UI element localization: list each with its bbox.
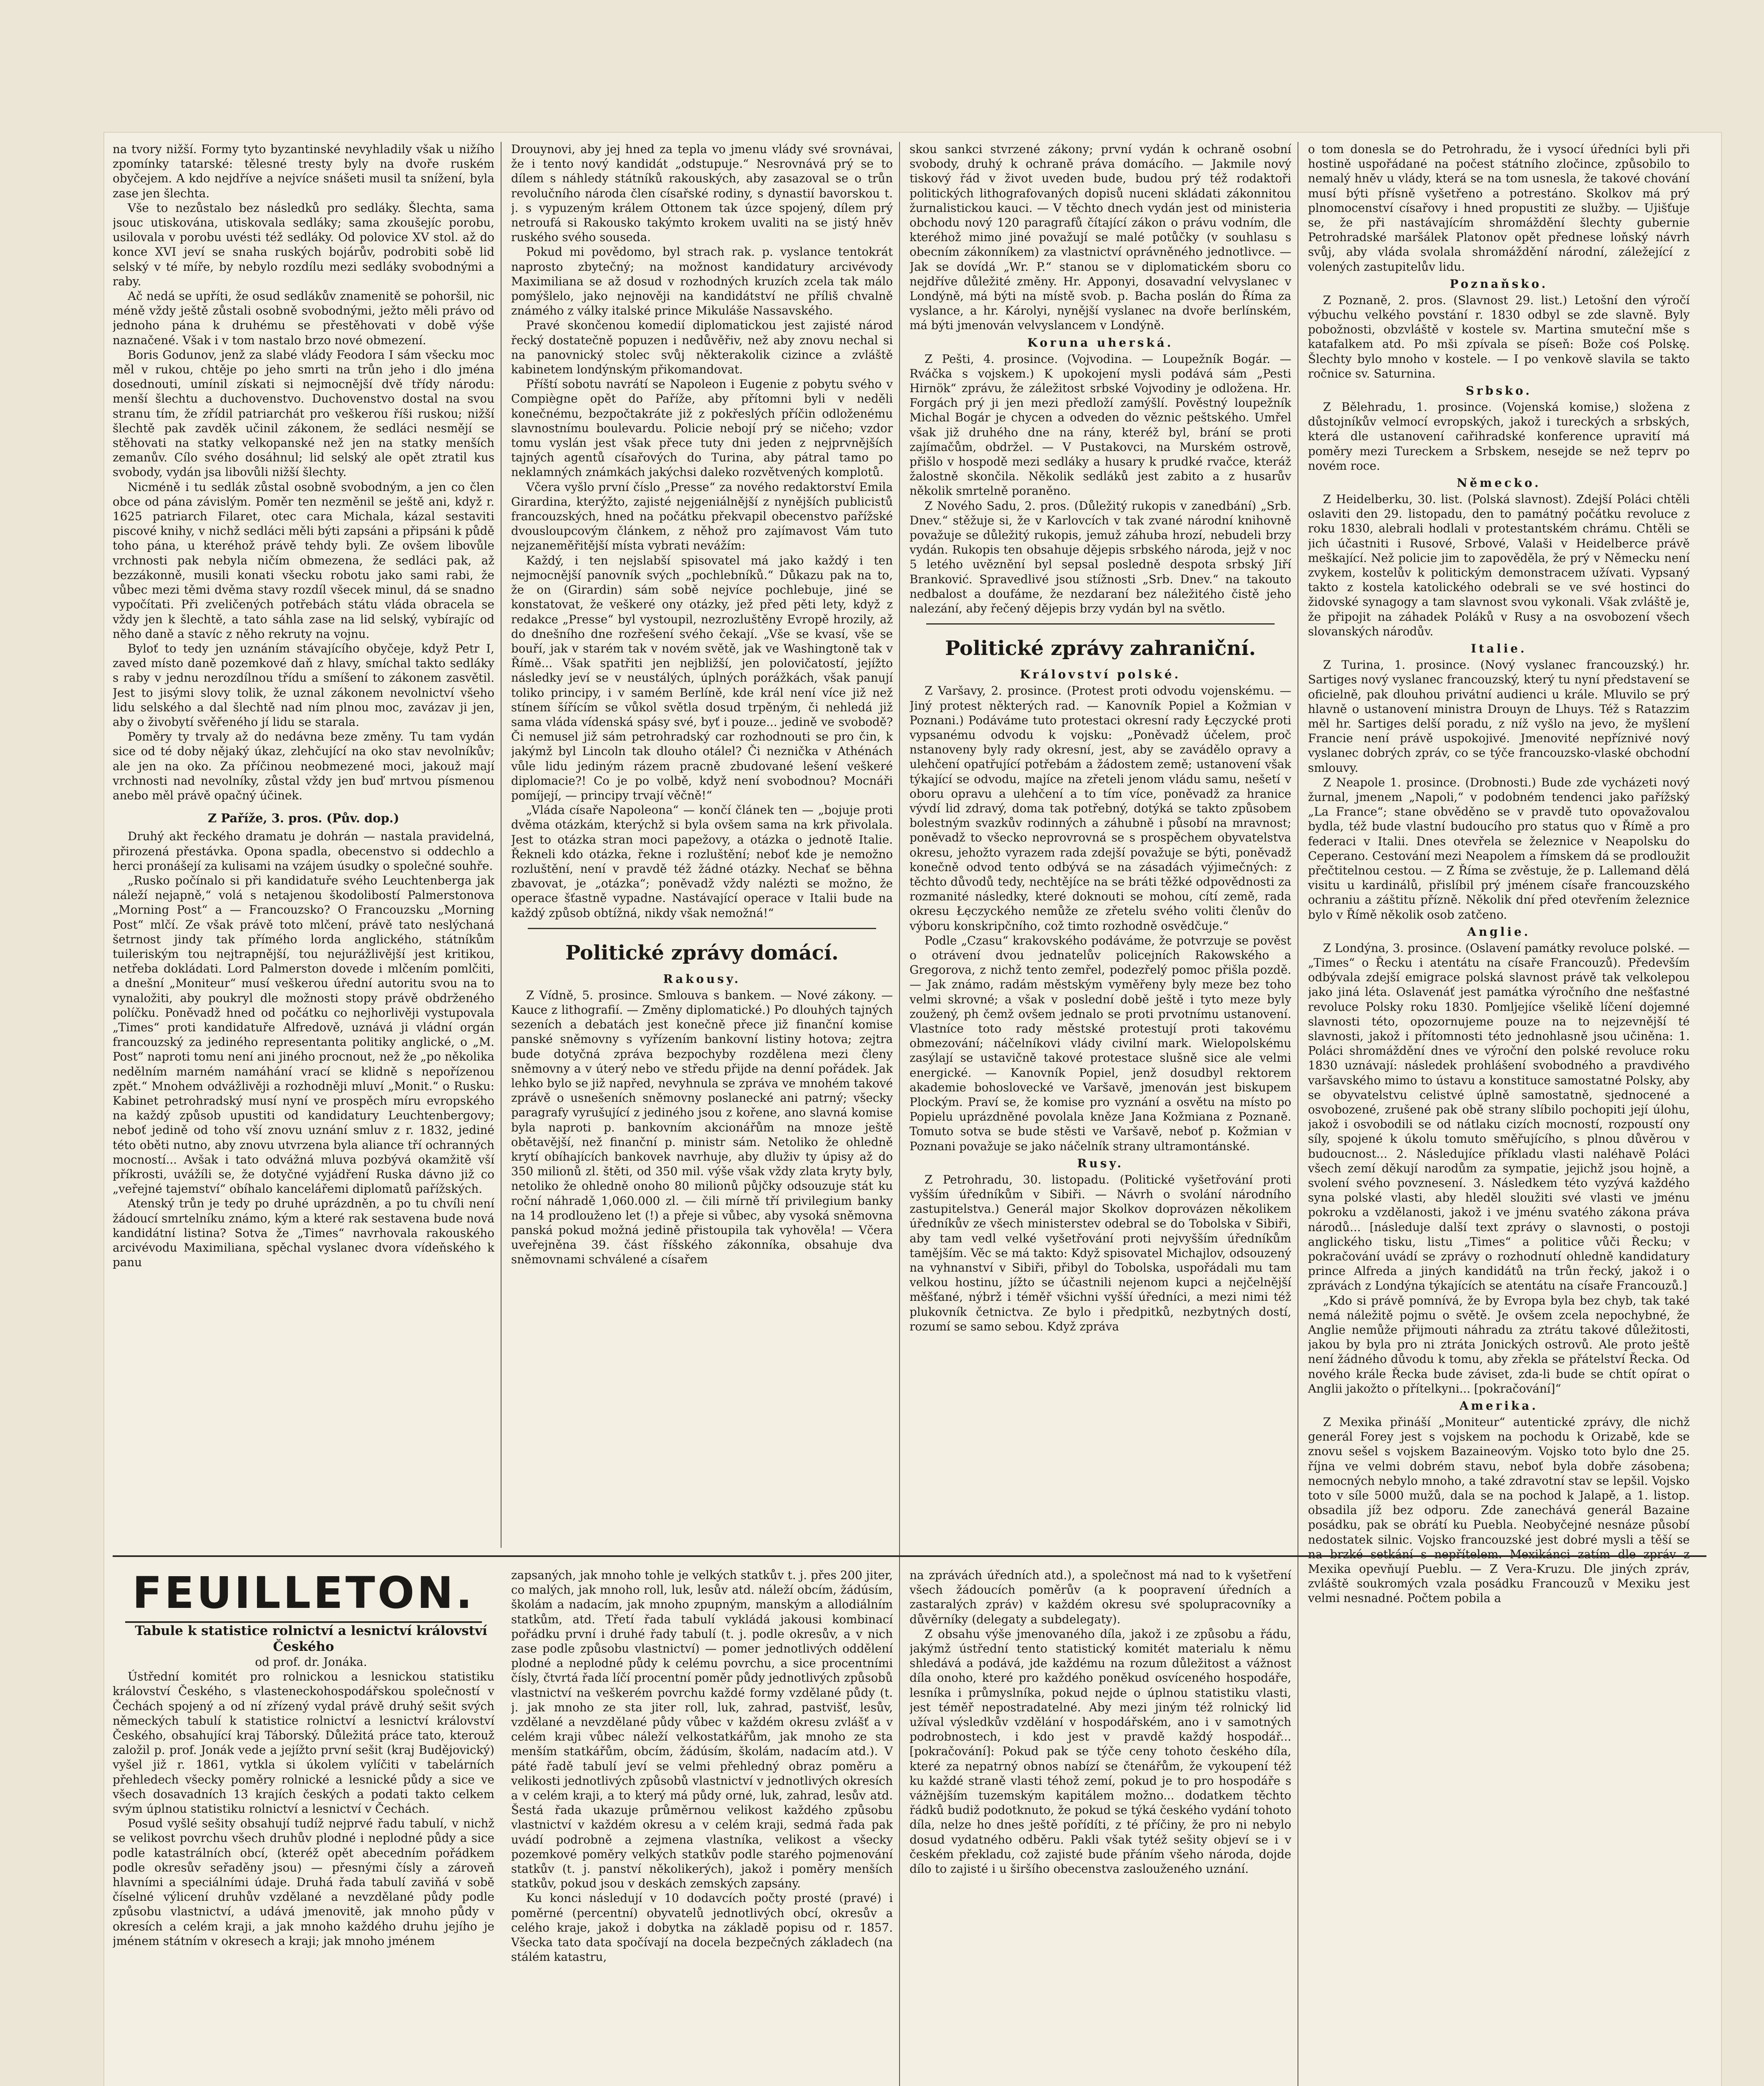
article-paragraph: Ač nedá se upříti, že osud sedlákův znamenitě se pohoršil, nic méně vždy ještě zůstali osobně svobodnými, ježto měli právo od jednoho pána k druhému se přestěhovati v době výše naznačené. Však i v tom nastalo brzo nové obmezení. [113,289,494,347]
feuilleton-paragraph: Ústřední komitét pro rolnickou a lesnickou statistiku království Českého, s vlasteneckohospodářskou společností v Čechách spojený a od ní zřízený vydal právě druhý sešit svých německých tabulí k statistice rolnictví a lesnictví království Českého, obsahující kraj Táborský. Důležitá práce tato, kterouž založil p. prof. Jonák vede a jejížto první sešit (kraj Budějovický) vyšel již r. 1861, vytkla si úkolem vylíčiti v tabelárních přehledech všecky poměry rolnické a lesnické půdy a sice ve všech dosavadních 13 krajích českých a podati takto celkem svým úplnou statistiku rolnictví a lesnictví v Čechách. [113,1670,494,1816]
article-paragraph: Podle „Czasu“ krakovského podáváme, že potvrzuje se pověst o otrávení dvou jednatelův policejních Rakowského a Gregorova, z nichž tento zemřel, podezřelý pomoc přišla pozdě. — Jak známo, radám městským vyměřeny byly meze bez toho velmi skrovné; a však v poslední době ještě i tyto meze byly zoužený, ph čemž ovšem jednalo se proti prvotnímu ustanovení. Vlastníce toto rady městské protestují proti takovému obmezování; náčelníkovi vlády civilní mark. Wielopolskému zasýlají se ustavičně takové protestace slušně sice ale velmi energické. — Kanovník Popiel, jenž dosudbyl rektorem akademie bohoslovecké ve Varšavě, jmenován jest biskupem Plockým. Praví se, že komise pro vyznání a osvětu na místo po Popielu uprázdněné povolala kněze Jana Kožmiana z Poznaně. Tomuto sotva se bude stěsti ve Varšavě, neboť p. Kožmian v Poznani považuje se jako náčelník strany ultramontánské. [910,933,1291,1153]
article-paragraph: Atenský trůn je tedy po druhé uprázdněn, a po tu chvíli není žádoucí smrtelníku známo, kým a které rak sestavena bude nová kandidátní listina? Sotva že „Times“ navrhovala rakouského arcivévodu Maximiliana, spěchal vyslanec dvora vídeňského k panu [113,1197,494,1270]
section-subheading-hungary: Koruna uherská. [1027,335,1174,350]
article-paragraph: Pokud mi povědomo, byl strach rak. p. vyslance tentokrát naprosto zbytečný; na možnost kandidatury arcivévody Maximiliana se až dosud v rozhodných kruzích zcela tak málo pomýšlelo, jako nejnověji na kandidátství ne příliš chvalně známého z války italské prince Mikuláše Nassavského. [511,245,893,318]
section-subheading-germany: Německo. [1457,476,1541,490]
section-heading-domestic: Politické zprávy domácí. [565,941,839,965]
article-paragraph: Z Nového Sadu, 2. pros. (Důležitý rukopis v zanedbání) „Srb. Dnev.“ stěžuje si, že v Karlovcích v tak zvané národní knihovně považuje se důležitý rukopis, jemuž záhuba hrozí, nebudeli brzy vydán. Rukopis ten obsahuje dějepis srbského národa, jejž v noc 5 letého uvěznění byl sepsal posledně despota srbský Jiří Branković. Spravedlivé jsou stížnosti „Srb. Dnev.“ na takouto nedbalost a doufáme, že nezdaraní bez náležitého čistě jeho nalezání, aby řečený dějepis brzy vydán byl na světlo. [910,499,1291,616]
article-paragraph: Každý, i ten nejslabší spisovatel má jako každý i ten nejmocnější panovník svých „pochlebníků.“ Důkazu pak na to, že on (Girardin) sám sobě nejvíce pochlebuje, jiné se konstatovat, že veškeré ony otázky, jež před pěti lety, když z redakce „Presse“ byl vystoupil, nezrozluštěny Evropě hrozily, až do dnešního dne rozřešení svého čekají. „Vše se kvasí, vše se bouří, jak v starém tak v novém světě, jak ve Washingtoně tak v Římě... Však spatřiti jen nejbližší, jen polovičatostí, jejížto následky jeví se v neustálých, úplných porážkách, však panují toliko principy, i v samém Berlíně, kde král není více již než stínem šířícím se vůkol světla dosud trpěným, či nehledá již sama vláda vídenská spásy své, byť i pouze... jedině ve svobodě? Či nemusel již sám petrohradský car rozhodnouti se pro čin, k jakýmž byl Lincoln tak dlouho otálel? Či neznička v Athénách vůle lidu jediným rázem pracně zbudované lešení veškeré diplomacie?! Co je po volbě, když není svobodnou? Mocnáři pomíjejí, — principy trvají věčně!“ [511,553,893,802]
article-paragraph: Druhý akt řeckého dramatu je dohrán — nastala pravidelná, přirozená přestávka. Opona spadla, obecenstvo si oddechlo a herci pronášejí za kulisami na vzájem úsudky o společné souhře. [113,829,494,873]
article-paragraph: Nicméně i tu sedlák zůstal osobně svobodným, a jen co člen obce od pána závislým. Poměr ten nezměnil se ještě ani, když r. 1625 patriarch Filaret, otec cara Michala, kázal sestaviti piscové knihy, v nichž sedláci měli býti zapsáni a připsáni k půdě toho pána, u kteréhož právě tehdy byli. Ze ovšem libovůle vrchnosti pak nebyla ničím obmezena, že sedláci pak, až bezzákonně, musili konati všecku robotu jako sami rabi, že vůbec mezi těmi dvěma stavy rozdíl všecek minul, dá se snadno vypočítati. Při zveličených potřebách státu vláda obracela se vždy jen k šlechtě, a tato sáhla zase na lid selský, vybírajíc od něho daně a stavíc z něho rekruty na vojnu. [113,480,494,641]
article-paragraph: Z Londýna, 3. prosince. (Oslavení památky revoluce polské. — „Times“ o Řecku i atentátu na císaře Francouzů). Především odbývala zdejší emigrace polská slavnost právě tak velkolepou jako jiná léta. Oslavenáť jest památka výročního dne nešťastné revoluce Polsky roku 1830. Pomljejíce všelikě líčení dojemné slavnosti této, opozornujeme pouze na to nejzevnější té slavnosti, jakož i přítomnosti této jednohlasně jsou učiněna: 1. Poláci shromáždění dnes ve výroční den polské revoluce roku 1830 uznávají: následek prohlášení svobodného a pravdivého varšavského mimo to ústavu a konstituce samostatné Polsky, aby se obyvatelstvu celistvé úplně samostatně, sjednocené a osvobozené, zrušené pak obě strany slíbilo pochopiti její úlohu, jakož i osvobodili se od nátlaku cizích mocností, rozpoustí ony síly, spojené k úkolu tomuto směřujícího, s plnou důvěrou v budoucnost... 2. Následujíce příkladu vlasti naléhavě Poláci všech zemí děkují narodům za sympatie, jejichž jsou hojně, a svolení svého povznesení. 3. Následkem této vyzývá každého syna polské vlasti, aby hleděl sloužiti své vlasti ve jménu pokroku a vzdělanosti, jakož i ve jménu svatého zákona práva národů... [následuje další text zprávy o slavnosti, o postoji anglického tisku, listu „Times“ a politice vůči Řecku; v pokračování uvádí se zprávy o rozhodnutí ohledně kandidatury prince Alfreda a jiných kandidátů na trůn řecký, jakož i o zprávách z Londýna týkajících se atentátu na císaře Francouzů.] [1308,941,1690,1293]
feuilleton-column-3 [910,1568,1291,2086]
section-subheading-poznan: Poznaňsko. [1449,277,1548,291]
article-paragraph: na tvory nižší. Formy tyto byzantinské nevyhladily však u nižího zpomínky tatarské: tělesné tresty byly na dvoře ruském obyčejem. A kdo nejdříve a nejvíce snášeti musil ta snížení, byla zase jen šlechta. [113,142,494,200]
article-paragraph: „Kdo si právě pomnívá, že by Evropa byla bez chyb, tak také nemá náležitě pojmu o světě. Je ovšem zcela nepochybné, že Anglie nemůže přijmouti náhradu za ztrátu takové důležitosti, jakou by byla pro ni ztráta Jonických ostrovů. Ale proto ještě není žádného důvodu k tomu, aby zřekla se přátelství Řecka. Od nového krále Řecka bude záviset, zda-li bude se chtít opírat o Anglii jakožto o přítelkyni... [pokračování]“ [1308,1293,1690,1396]
article-paragraph: Z Turina, 1. prosince. (Nový vyslanec francouzský.) hr. Sartiges nový vyslanec francouzský, který tu nyní představení se oficielně, pak dlouhou privátní audienci u krále. Mluvilo se prý hlavně o ustanovení ministra Drouyn de Lhuys. Též s Ratazzim měl hr. Sartiges delší poradu, z níž vyšlo na jevo, že myšlení Francie není právě uspokojivé. Jmenovité nepříznivé nový vyslanec dobrých zpráv, co se týče francouzsko-vlaské obchodní smlouvy. [1308,658,1690,775]
article-paragraph: Z Varšavy, 2. prosince. (Protest proti odvodu vojenskému. — Jiný protest některých rad. — Kanovník Popiel a Kožmian v Poznani.) Podáváme tuto protestaci okresní rady Łęczycké proti vypsanému odvodu k vojsku: „Poněvadž účelem, proč nstanoveny byly rady okresní, jest, aby se zavádělo opravy a ulehčení opatřující potřebám a žádostem země; ustanovení však týkající se odvodu, majíce na zřeteli jenom vládu samu, nešetí v oboru opravu a ulehčení a to tím více, poněvadž za hranice vývdí lid zdravý, doma tak potřebný, dotýká se takto způsobem bolestným svazkův rodinných a záhubně i působí na mravnost; poněvadž to všecko neprovrovná se s prospěchem obyvatelstva okresu, jehožto vyrazem rada zdejší považuje se býti, poněvadž konečně odvod tento odbývá se na zásadách výjimečných: z těchto důvodů tedy, nechtějíce na se bráti těžké odpovědnosti za rozmanité následky, které doknouti se mohou, cítí země, rada okresu Łęczyckého nemůže ze zřetelu svého voliti členův do výboru konskripčního, což timto rozhodně osvědčuje.“ [910,684,1291,933]
article-paragraph: Vše to nezůstalo bez následků pro sedláky. Šlechta, sama jsouc utiskována, utiskovala sedláky; sama zkoušejíc porobu, usilovala v porobu uvésti též sedláky. Od polovice XV stol. až do konce XVI jeví se snaha ruských bojárův, podrobiti sobě lid selský v té míře, by nebylo rozdílu mezi sedláky svobodnými a raby. [113,201,494,288]
column-1 [113,142,494,1552]
dateline-paris: Z Paříže, 3. pros. (Pův. dop.) [208,811,399,826]
section-subheading-austria: Rakousy. [663,972,741,986]
feuilleton-paragraph: Ku konci následují v 10 dodavcích počty prosté (pravé) i poměrné (percentní) obyvatelů jednotlivých obcí, okresův a celého kraje, jakož i dobytka na základě popisu od r. 1857. Všecka tato data spočívají na docela bezpečných základech (na stálém katastru, [511,1891,893,1964]
feuilleton-byline: od prof. dr. Jonáka. [255,1655,367,1669]
article-paragraph: skou sankci stvrzené zákony; první vydán k ochraně osobní svobody, druhý k ochraně práva domácího. — Jakmile nový tiskový řád v život uveden bude, budou prý též rodaktoři politických lithografovaných dopisů nuceni skládati zákonnitou žurnalistickou kauci. — V těchto dnech vydán jest od ministeria obchodu nový 120 paragrafů čítající zákon o právu vodním, dle kteréhož mimo jiné považují se malé potůčky (v souhlasu s obecním zákonníkem) za vlastnictví oprávněného jednotlivce. — Jak se dovídá „Wr. P.“ stanou se v diplomatickém sboru co nejdříve důležité změny. Hr. Apponyi, dosavadní velvyslanec v Londýně, má býti na místě svob. p. Bacha poslán do Říma za vyslance, a hr. Károlyi, nynější vyslanec na dvoře berlínském, má býti jmenován velvyslancem v Londýně. [910,142,1291,333]
article-paragraph: Pravé skončenou komedií diplomatickou jest zajisté národ řecký dostatečně popuzen i nedůvěřiv, než aby znovu nechal si na panovnický stolec svůj některakolik cizince a zvláště kabinetem londýnským přikomandovat. [511,318,893,377]
newspaper-page [104,133,1721,2086]
article-paragraph: Poměry ty trvaly až do nedávna beze změny. Tu tam vydán sice od té doby nějaký úkaz, zlehčující na oko stav nevolníkův; ale jen na oko. Za příčinou neobmezené moci, jakouž mají vrchnosti nad nevolníky, zůstal vždy jen buď mrtvou písmenou anebo měl právě opačný účinek. [113,730,494,802]
section-subheading-poland: Království polské. [1020,668,1181,682]
section-subheading-england: Anglie. [1467,925,1531,939]
article-paragraph: Z Vídně, 5. prosince. Smlouva s bankem. — Nové zákony. — Kauce z lithografií. — Změny diplomatické.) Po dlouhých tajných sezeních a debatách jest konečně přece již finanční komise panské sněmovny s vyřízením bankovní listiny hotova; zejtra bude dotyčná zpráva bezpochyby rozdělena mezi členy sněmovny a v úterý nebo ve středu přijde na denní pořádek. Jak lehko bylo se již napřed, nevyhnula se zpráva ve mnohém takové zprávě o usnešeních sněmovny poslanecké ani patrný; všecky paragrafy vyrušující z jediného jsou z kořene, ano slavná komise byla naproti p. bankovním akcionářům na mnoze ještě obětavější, než finanční p. ministr sám. Netoliko že ohledně krytí obíhajících bankovek navrhuje, aby dluživ ty úpisy až do 350 milionů zl. štěti, od 350 mil. výše však vždy zlata kryty byly, netoliko že ohledně onoho 80 milionů půjčky odsouzuje stát ku roční náhradě 1,060.000 zl. — čili mírně tří privilegium banky na 14 prodlouženo let (!) a přeje si vůbec, aby vysoká sněmovna panská pokud možná jedině přistoupila tak vyhověla! — Včera uveřejněna 39. část říšského zákonníka, obsahuje dva sněmovnami schválené a císařem [511,988,893,1267]
article-paragraph: Příští sobotu navrátí se Napoleon i Eugenie z pobytu svého v Compiègne opět do Paříže, aby přítomni byli v neděli konečnému, bezpočtakráte již z pokřeslých příčin odloženému slavnostnímu boulevardu. Policie nebojí prý se ničeho; vzdor tomu vyslán jest však přece tuty dni jeden z nejprvnějších tajných agentů císařových do Turina, aby pátral tamo po neklamných známkách jakýchsi daleko rozvětvených komplotů. [511,377,893,479]
column-3 [910,142,1291,1552]
section-subheading-italy: Italie. [1471,642,1527,656]
article-paragraph: Z Bělehradu, 1. prosince. (Vojenská komise,) složena z důstojníkův velmocí evropských, jakož i tureckých a srbských, která dle ustanovení cařihradské konference upravití má poměry mezi Tureckem a Srbskem, nesejde se než teprv po novém roce. [1308,400,1690,473]
article-paragraph: Z Mexika přináší „Moniteur“ autentické zprávy, dle nichž generál Forey jest s vojskem na pochodu k Orizabě, kde se znovu sešel s vojskem Bazaineovým. Vojsko toto bylo dne 25. října ve velmi dobrém stavu, neboť byla dobře zásobena; nemocných nebylo mnoho, a také zdravotní stav se lepšil. Vojsko toto v síle 5000 mužů, dala se na pochod k Jalapě, a 1. listop. obsadila jíž bez odporu. Zde zanechává generál Bazaine posádku, pak se obrátí ku Puebla. Neobyčejné nesnáze působí nedostatek silnic. Vojsko francouzské jest dobré mysli a těší se na brzké setkání s nepřítelem. Mexikánci zatím dle zpráv z Mexika opevňují Pueblu. — Z Vera-Kruzu. Dle jiných zpráv, zvláště soukromých vzala posádku Francouzů v Mexiku jest velmi nesnadné. Počtem pobila a [1308,1415,1690,1605]
feuilleton-title: FEUILLETON. [132,1568,475,1618]
section-subheading-russia: Rusy. [1077,1156,1124,1170]
column-divider [899,142,900,2086]
article-paragraph: Včera vyšlo první číslo „Presse“ za nového redaktorství Emila Girardina, kterýžto, zajisté nejgeniálnější z nynějších publicistů francouzských, hned na počátku překvapil obecenstvo pařížské dvousloupcovým článkem, z něhož pro zajímavost Vám tuto nejzaneměřitější místa vybrati nevážím: [511,480,893,553]
article-paragraph: „Vláda císaře Napoleona“ — končí článek ten — „bojuje proti dvěma otázkám, kterýchž si byla ovšem sama na krk přivolala. Jest to otázka stran moci papežovy, a otázka o jednotě Italie. Řekneli kdo otázka, řekne i rozluštění; neboť kde je nemožno rozluštění, není v pravdě též žádné otázky. Nechať se běhna zbavovat, je „otázka“; poněvadž vždy nalézti se možno, že operace šťastně vypadne. Nastávající operace v Italii bude na každý způsob obtížná, nikdy však nemožná!“ [511,803,893,920]
column-2 [511,142,893,1552]
feuilleton-subtitle: Tabule k statistice rolnictví a lesnictví království Českého [135,1623,487,1654]
feuilleton-divider [113,1555,1706,1557]
article-paragraph: Byloť to tedy jen uznáním stávajícího obyčeje, když Petr I, zaved místo daně pozemkové daň z hlavy, smíchal takto sedláky s raby v jednu nerozdílnou třídu a smíšení to zákonem zasvětil. Jest to jisými slovy tolik, že uznal zákonem nevolnictví všeho lidu selského a dal šlechtě nad ním plnou moc, zavázav ji jen, aby o živobytí svěřeného jí lidu se starala. [113,641,494,729]
article-paragraph: Z Poznaně, 2. pros. (Slavnost 29. list.) Letošní den výročí výbuchu velkého povstání r. 1830 odbyl se zde slavně. Byly pobožnosti, obzvláště v kostele sv. Martina smuteční mše s katafalkem atd. Po mši zpívala se píseň: Bože coś Polskę. Šlechty bylo mnoho v kostele. — I po venkově slavila se takto ročnice sv. Saturnina. [1308,293,1690,380]
feuilleton-paragraph: na zprávách úředních atd.), a společnost má nad to k vyšetření všech žádoucích poměrův (a k poopravení úředních a zastaralých zpráv) v každém okresu své spolupracovníky a důvěrníky (delegaty a subdelegaty). [910,1568,1291,1626]
article-paragraph: Z Petrohradu, 30. listopadu. (Politické vyšetřování proti vyšším úředníkům v Sibiři. — Návrh o svolání národního zastupitelstva.) Generál major Skolkov doprovázen několikem úředníkův ze všech ministerstev odebral se do Tobolska v Sibiři, aby tam vedl velké vyšetřování proti nejvyšším úředníkům tamějším. Věc se má takto: Když spisovatel Michajlov, odsouzený na vyhnanství v Sibiři, přibyl do Tobolska, uspořádali mu tam velkou hostinu, jížto se účastnili nejenom kupci a nejčelnější měšťané, nýbrž i téměř všichni vyšší úředníci, a mezi nimi též plukovník četnictva. Ze bylo i předpitků, nezbytných dostí, rozumí se samo sebou. Když zpráva [910,1172,1291,1333]
section-rule [926,623,1275,625]
article-paragraph: Z Neapole 1. prosince. (Drobnosti.) Bude zde vycházeti nový žurnal, jmenem „Napoli,“ v podobném tendenci jako pařížský „La France“; stane obvěděno se v pravdě tuto opovažovalou bydla, též bude vlastní budoucího pro status quo v Římě a pro federaci v Italii. Dnes otevřela se železnice v Neapolsku do Ceperano. Cestování mezi Neapolem a římskem dá se prodloužit přečtitelnou cestou. — Z Říma se zvěstuje, že p. Lallemand dělá visitu u kardinálů, přislíbil prý jménem císaře francouzského ochraniu a záštitu přízně. Několik dní před otevřením železnice bylo v Římě několik osob zatčeno. [1308,775,1690,922]
section-subheading-serbia: Srbsko. [1466,384,1532,398]
article-paragraph: Z Pešti, 4. prosince. (Vojvodina. — Loupežník Bogár. — Rváčka s vojskem.) K upokojení mysli podává sám „Pesti Hirnök“ zprávu, že záležitost srbské Vojvodiny je odložena. Hr. Forgách prý ji jen mezi předloží zamýšlí. Pověstný loupežník Michal Bogár je chycen a odveden do věznic peštského. Umřel však již druhého dne na rány, kteréž byl, brání se proti zajímačům, obdržel. — V Pustakovci, na Murském ostrově, přišlo v hospodě mezi sedláky a husary k prudké rvačce, kteráž žalostně skončila. Několik sedláků jest zabito a z husarův několik smrtelně poraněno. [910,352,1291,498]
article-paragraph: „Rusko počínalo si při kandidatuře svého Leuchtenberga jak náleží nejapně,“ volá s netajenou škodolibostí Palmerstonova „Morning Post“ a — Francouzsko? O Francouzsku „Morning Post“ mlčí. Ze však právě toto mlčení, právě tato neslýchaná šetrnost jindy tak přímého lorda anglického, státníkům tuileriským tou nejtrapnější, tou nejurážlivější jest kritikou, netřeba dokládati. Lord Palmerston dovede i mlčením pomlčiti, a dnešní „Moniteur“ musí veškerou úřední autoritu svou na to vynaložiti, aby poukryl dle možnosti stopy právě obdrženého políčku. Poněvadž hned od počátku co nejhorlivěji vystupovala „Times“ proti kandidatuře Alfredově, uznává ji vládní orgán francouzský za jediného representanta politiky anglické, o „M. Post“ naproti tomu není ani jiného procnout, než že „po několika nedělním marném namáhání vrací se klidně s nepořízenou zpět.“ Mnohem odvážlivěji a rozhodněji mluví „Monit.“ o Rusku: Kabinet petrohradský musí nyní ve prospěch míru evropského na každý způsob upustiti od kandidatury Leuchtenbergovy; neboť jedině od toho vší znovu uznání smluv z r. 1832, jediné této oběti nutno, aby znovu utvrzena byla aliance tří ochranných mocností... Avšak i tato odvážná mluva pozbývá okamžitě vší příkrosti, uvážíli se, že dotyčné vyjádření Ruska dávno již co „veřejné tajemství“ obíhalo kancelářemi diplomatů pařížských. [113,873,494,1196]
feuilleton-column-2 [511,1568,893,2086]
feuilleton-paragraph: Posud vyšlé sešity obsahují tudíž nejprvé řadu tabulí, v nichž se velikost povrchu všech druhův plodné i neplodné půdy a sice podle katastrálních obcí, (kteréž opět abecedním pořádkem podle okresův seřaděny jsou) — přesnými čísly a zároveň hlavními a speciálními údaje. Druhá řada tabulí zaviňá v sobě číselné výlicení druhův vzdělané a nevzdělané půdy podle způsobu vlastnictví, a udává jmenovitě, jak mnoho půdy v okresích a celém kraji, a jak mnoho každého druhu jejího je jménem státním v okresech a kraji; jak mnoho jménem [113,1816,494,1948]
section-subheading-america: Amerika. [1459,1399,1538,1413]
section-rule [528,928,876,929]
feuilleton-paragraph: Z obsahu výše jmenovaného díla, jakož i ze způsobu a řádu, jakýmž ústřední tento statistický komitét materialu k němu shledává a podává, jde každému na rozum důležitost a vážnost díla onoho, které pro každého poněkud osvíceného hospodáře, lesníka i průmyslníka, pokud nejde o úplnou statistiku vlasti, jest téměř nepostradatelné. Aby mezi jiným též rolnický lid užíval výsledkův vzdělání v hospodářském, ano i v samotných podrobnostech, i kdo jest v pravdě každý hospodář... [pokračování]: Pokud pak se týče ceny tohoto českého díla, které za nepatrný obnos nabízí se čtenářům, že vykoupení též ku každé straně vlasti téhož zemí, pokud je to pro hospodáře s vážnějším tuzemským kapitálem možno... dodatkem těchto řádků budiž podotknuto, že pokud se týká českého vydání tohoto díla, nelze ho dnes ještě pořídíti, z té příčiny, že pro ni nebylo dosud vydatného odběru. Pakli však tytéž sešity objeví se i v českém překladu, což zajisté bude přáním všeho národa, dojde dílo to zajisté i u širšího obecenstva zaslouženého uznání. [910,1627,1291,1876]
article-paragraph: Boris Godunov, jenž za slabé vlády Feodora I sám všecku moc měl v rukou, chtěje po jeho smrti na trůn jeho i dlo jména dosednouti, umínil získati si nejmocnější dvě třídy národu: menší šlechtu a duchovenstvo. Duchovenstvo dostal na svou stranu tím, že zřídil patriarchát pro veškerou říši ruskou; nižší šlechtě pak zavděk učinil zákonem, že sedláci nesmějí se stěhovati na statky velkopanské než jen na statky menších zemanův. Cílo svého dosáhnul; lid selský ale opět ztratil kus svobody, vydán jsa libovůli nižší šlechty. [113,348,494,479]
feuilleton-column-1 [113,1568,494,2086]
feuilleton-paragraph: zapsaných, jak mnoho tohle je velkých statkův t. j. přes 200 jiter, co malých, jak mnoho roll, luk, lesův atd. náleží obcím, žádúsím, školám a nadacím, jak mnoho zpupným, manským a allodiálním statkům, atd. Třetí řada tabulí vykládá jakousi kombinací pořádku první i druhé řady tabulí (t. j. podle okresův, a v nich zase podle způsobu vlastnictví) — pomer jednotlivých oddělení plodné a neplodné půdy k celému povrchu, a sice procentními čísly, čtvrtá řada líčí procentní poměr půdy jednotlivých způsobů vlastnictví na veškerém povrchu každé formy vzdělané půdy (t. j. jak mnoho ze sta jiter roll, luk, zahrad, pastvišť, lesův, vzdělané a nevzdělané půdy vůbec v každém okresu zvlášť a v celém kraji vůbec náleží velkostatkářům, jak mnoho ze sta menším statkářům, obcím, žádúsím, školám, nadacím atd.). V páté řadě tabulí jeví se velmi přehledný obraz poměru a velikosti jednotlivých způsobů vlastnictví v jednotlivých okresích a v celém kraji, a to který má půdy orné, luk, zahrad, lesův atd. Šestá řada ukazuje průměrnou velikost každého způsobu vlastnictví v každém okresu a v celém kraji, sedmá řada pak uvádí podrobně a zejmena vlastníka, velikost a všecky pozemkové poměry velkých statkův podle starého pojmenování statkův (t. j. panství několikerých), jakož i poměry menších statkův, pokud jsou v deskách zemských zapsány. [511,1568,893,1891]
section-heading-foreign: Politické zprávy zahraniční. [945,637,1256,660]
article-paragraph: Z Heidelberku, 30. list. (Polská slavnost). Zdejší Poláci chtěli oslaviti den 29. listopadu, den to památný počátku revoluce z roku 1830, alebrali hodlali v protestantském chrámu. Chtěli se jich účastniti i Rusové, Srbové, Valaši v Heidelberce právě meškající. Než policie jim to zapověděla, že prý v Německu není zvykem, kostelův k politickým demonstracem užívati. Vypsaný takto z kostela katolického odebrali se ve své hostinci do židovské synagogy a tam slavnost svou vykonali. Však zvláště je, že připojit na záhadek Poláků v Rusy a na osvobození všech slovanských národův. [1308,492,1690,638]
article-paragraph: Drouynovi, aby jej hned za tepla vo jmenu vlády své srovnávai, že i tento nový kandidát „odstupuje.“ Nesrovnává prý se to dílem s náhledy státníků rakouských, aby zasazoval se o trůn revolučního národa člen císařské rodiny, s dynastií bavorskou t. j. s vypuzeným králem Ottonem tak úzce spojený, dílem prý netroufá si Rakousko takýmto krokem uvaliti na se jistý hněv ruského svého souseda. [511,142,893,244]
column-4 [1308,142,1690,2086]
article-paragraph: o tom donesla se do Petrohradu, že i vysocí úředníci byli při hostině uspořádané na počest státního zločince, způsobilo to nemalý hněv u vlády, která se na tom usnesla, že takové chování musí býti přísně vyšetřeno a potrestáno. Skolkov má prý plnomocenství císařovy i hned propustiti ze služby. — Ujišťuje se, že při nastávajícím shromáždění šlechty gubernie Petrohradské maršálek Platonov opět přednese loňský návrh svůj, aby vláda svolala shromáždění národní, záležející z volených zastupitelův lidu. [1308,142,1690,274]
